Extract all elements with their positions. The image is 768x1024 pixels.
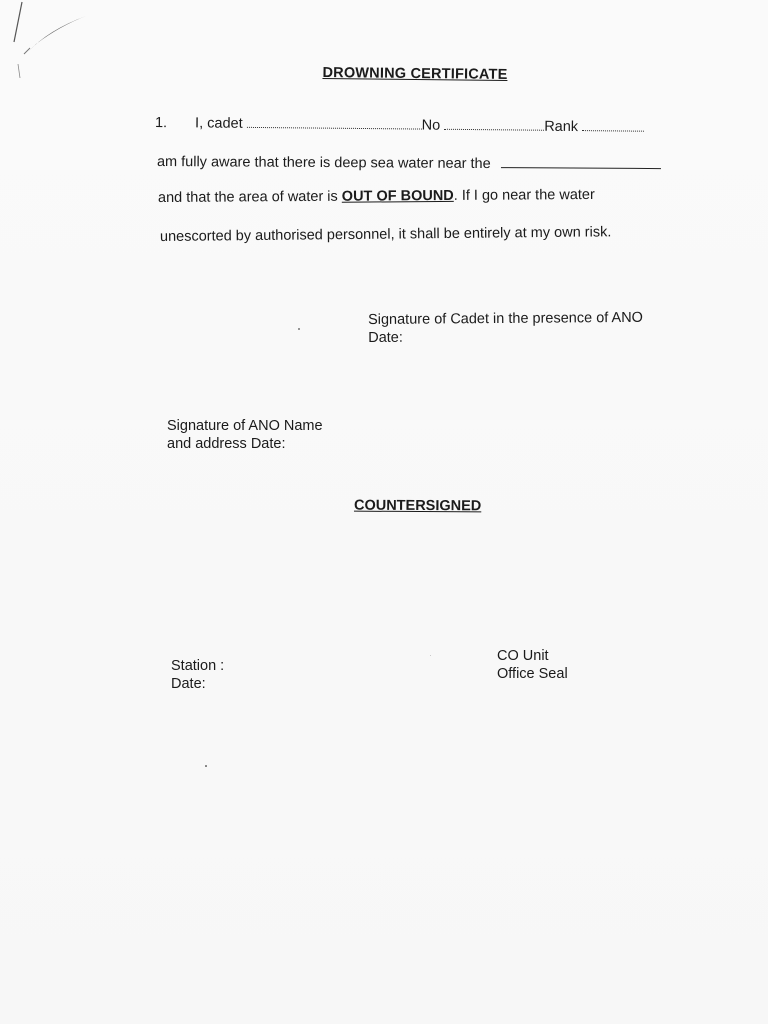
number-label: No xyxy=(421,117,441,134)
cadet-signature-date-label: Date: xyxy=(368,329,403,346)
line-2-text: am fully aware that there is deep sea water near the xyxy=(156,154,491,173)
scan-speck xyxy=(205,765,207,767)
paragraph-line-3 xyxy=(158,187,595,206)
station-label: Station : xyxy=(171,658,225,674)
co-unit-label: CO Unit xyxy=(497,648,549,664)
co-unit-block xyxy=(497,647,568,683)
station-date-block xyxy=(171,657,224,693)
ano-address-date-label: and address Date: xyxy=(167,436,286,452)
office-seal-label: Office Seal xyxy=(497,666,568,682)
document-title: DROWNING CERTIFICATE xyxy=(322,65,508,83)
scan-speck xyxy=(430,655,431,656)
scan-speck xyxy=(298,328,300,330)
cadet-label: I, cadet xyxy=(195,115,243,132)
paragraph-1-line xyxy=(155,114,644,136)
location-field[interactable] xyxy=(501,155,661,169)
cadet-signature-block xyxy=(368,309,643,347)
line-3-text-after: . If I go near the water xyxy=(453,186,595,204)
cadet-signature-label: Signature of Cadet in the presence of ANO xyxy=(368,309,644,328)
line-3-text-before: and that the area of water is xyxy=(157,188,338,206)
ano-signature-label: Signature of ANO Name xyxy=(167,418,323,434)
cadet-name-field[interactable] xyxy=(247,115,422,130)
rank-label: Rank xyxy=(544,118,579,136)
paragraph-number: 1. xyxy=(154,115,168,132)
paragraph-line-4 xyxy=(160,224,611,245)
cadet-number-field[interactable] xyxy=(444,117,544,131)
paragraph-line-2 xyxy=(157,153,661,173)
line-4-text: unescorted by authorised personnel, it shall be entirely at my own risk. xyxy=(159,224,612,245)
out-of-bound-text: OUT OF BOUND xyxy=(341,187,454,205)
ano-signature-block xyxy=(167,417,323,453)
countersigned-heading: COUNTERSIGNED xyxy=(353,497,482,515)
date-label: Date: xyxy=(171,676,206,692)
cadet-rank-field[interactable] xyxy=(582,118,644,132)
